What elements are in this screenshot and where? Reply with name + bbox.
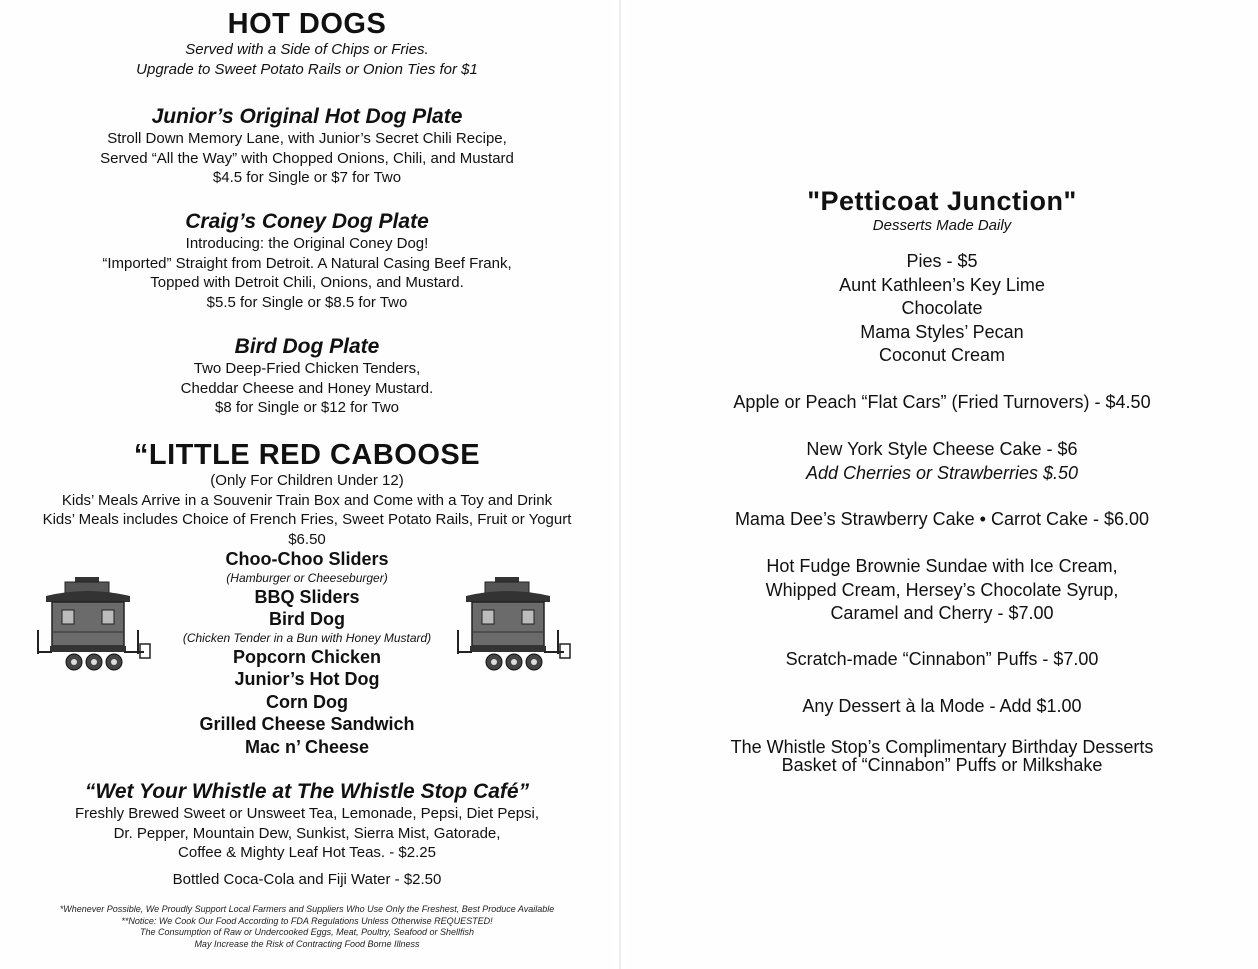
drinks-line: Freshly Brewed Sweet or Unsweet Tea, Lemonade, Pepsi, Diet Pepsi, xyxy=(74,805,540,822)
dessert-line: Scratch-made “Cinnabon” Puffs - $7.00 xyxy=(785,649,1099,669)
kids-item: Popcorn Chicken xyxy=(232,646,382,667)
caboose-section xyxy=(0,439,614,549)
dessert-line: Hot Fudge Brownie Sundae with Ice Cream, xyxy=(766,556,1118,576)
item-desc-line: Cheddar Cheese and Honey Mustard. xyxy=(180,379,434,397)
drinks-price: Coffee & Mighty Leaf Hot Teas. - $2.25 xyxy=(178,844,436,861)
dessert-line: Any Dessert à la Mode - Add $1.00 xyxy=(802,696,1082,716)
pies-list xyxy=(626,250,1258,368)
footnote-line: **Notice: We Cook Our Food According to FDA Regulations Unless Otherwise REQUESTED! xyxy=(121,915,493,926)
desserts-header xyxy=(626,186,1258,236)
menu-item-coney-plate xyxy=(0,206,614,312)
kids-item: Choo-Choo Sliders xyxy=(225,549,389,569)
item-desc-line: Introducing: the Original Coney Dog! xyxy=(185,235,429,252)
drinks-title: “Wet Your Whistle at The Whistle Stop Café” xyxy=(84,780,530,803)
menu-item-bird-dog-plate xyxy=(0,331,614,418)
caboose-price: $6.50 xyxy=(288,530,326,548)
pies-price: Pies - $5 xyxy=(906,251,978,271)
item-desc-line: Stroll Down Memory Lane, with Junior’s Secret Chili Recipe, xyxy=(107,130,507,147)
birthday-line: The Whistle Stop’s Complimentary Birthday Desserts xyxy=(730,737,1154,757)
dessert-flat-cars xyxy=(626,391,1258,415)
dessert-a-la-mode xyxy=(626,695,1258,719)
kids-item: BBQ Sliders xyxy=(254,586,360,607)
kids-item: Bird Dog xyxy=(269,609,345,629)
caboose-icon xyxy=(32,574,156,678)
dessert-line: Apple or Peach “Flat Cars” (Fried Turnovers) - $4.50 xyxy=(733,392,1151,412)
item-title: Craig’s Coney Dog Plate xyxy=(185,210,429,233)
footnote-line: May Increase the Risk of Contracting Food Borne Illness xyxy=(194,938,420,949)
right-menu-page xyxy=(626,0,1258,969)
desserts-subtitle: Desserts Made Daily xyxy=(872,217,1012,234)
desserts-title: "Petticoat Junction" xyxy=(807,186,1077,216)
footnotes xyxy=(0,904,614,950)
item-desc-line: Served “All the Way” with Chopped Onions, Chili, and Mustard xyxy=(100,149,514,167)
dessert-addon: Add Cherries or Strawberries $.50 xyxy=(805,462,1079,483)
pie-flavor: Aunt Kathleen’s Key Lime xyxy=(839,274,1045,295)
hot-dogs-title: HOT DOGS xyxy=(227,8,387,40)
kids-item: Mac n’ Cheese xyxy=(244,736,370,757)
dessert-line: Caramel and Cherry - $7.00 xyxy=(830,603,1054,623)
page-fold-divider xyxy=(619,0,621,969)
dessert-line: Whipped Cream, Hersey’s Chocolate Syrup, xyxy=(765,579,1119,600)
bottled-drinks xyxy=(0,870,614,890)
dessert-line: New York Style Cheese Cake - $6 xyxy=(806,439,1078,459)
item-price: $5.5 for Single or $8.5 for Two xyxy=(206,293,408,311)
item-price: $4.5 for Single or $7 for Two xyxy=(212,169,402,186)
dessert-cheesecake xyxy=(626,438,1258,485)
pie-flavor: Coconut Cream xyxy=(878,345,1006,365)
menu-item-junior-plate xyxy=(0,101,614,188)
kids-item-note: (Chicken Tender in a Bun with Honey Mustard) xyxy=(182,630,432,645)
footnote-line: The Consumption of Raw or Undercooked Eggs, Meat, Poultry, Seafood or Shellfish xyxy=(139,927,474,937)
pie-flavor: Mama Styles’ Pecan xyxy=(860,321,1024,342)
item-price: $8 for Single or $12 for Two xyxy=(215,399,399,416)
caboose-age-note: (Only For Children Under 12) xyxy=(210,472,404,489)
footnote-line: *Whenever Possible, We Proudly Support Local Farmers and Suppliers Who Use Only the Freshest, Best Produce Available xyxy=(59,904,555,914)
dessert-puffs xyxy=(626,648,1258,672)
birthday-desserts xyxy=(626,738,1258,774)
caboose-title: “LITTLE RED CABOOSE xyxy=(133,439,481,471)
item-desc-line: Topped with Detroit Chili, Onions, and Mustard. xyxy=(150,274,464,291)
dessert-line: Mama Dee’s Strawberry Cake • Carrot Cake - $6.00 xyxy=(734,509,1150,529)
bottled-drinks-line: Bottled Coca-Cola and Fiji Water - $2.50 xyxy=(172,871,442,888)
drinks-line: Dr. Pepper, Mountain Dew, Sunkist, Sierra Mist, Gatorade, xyxy=(113,824,501,842)
kids-item: Grilled Cheese Sandwich xyxy=(199,714,415,734)
caboose-icon xyxy=(452,574,576,678)
kids-item: Corn Dog xyxy=(266,691,348,712)
item-title: Bird Dog Plate xyxy=(234,335,380,358)
birthday-line: Basket of “Cinnabon” Puffs or Milkshake xyxy=(781,755,1103,775)
hot-dogs-section xyxy=(0,8,614,80)
hot-dogs-subtitle: Served with a Side of Chips or Fries. xyxy=(185,41,429,58)
item-title: Junior’s Original Hot Dog Plate xyxy=(151,105,463,128)
left-menu-page xyxy=(0,0,614,969)
hot-dogs-upgrade: Upgrade to Sweet Potato Rails or Onion Ties for $1 xyxy=(136,61,478,78)
dessert-sundae xyxy=(626,555,1258,626)
pie-flavor: Chocolate xyxy=(901,298,983,318)
kids-item: Junior’s Hot Dog xyxy=(234,669,380,689)
item-desc-line: “Imported” Straight from Detroit. A Natural Casing Beef Frank, xyxy=(102,254,512,272)
kids-item-note: (Hamburger or Cheeseburger) xyxy=(226,570,388,585)
caboose-desc-line: Kids’ Meals includes Choice of French Fries, Sweet Potato Rails, Fruit or Yogurt xyxy=(42,511,572,528)
dessert-cakes xyxy=(626,508,1258,532)
item-desc-line: Two Deep-Fried Chicken Tenders, xyxy=(193,360,421,377)
caboose-desc-line: Kids’ Meals Arrive in a Souvenir Train Box and Come with a Toy and Drink xyxy=(61,491,553,509)
drinks-section xyxy=(0,776,614,863)
